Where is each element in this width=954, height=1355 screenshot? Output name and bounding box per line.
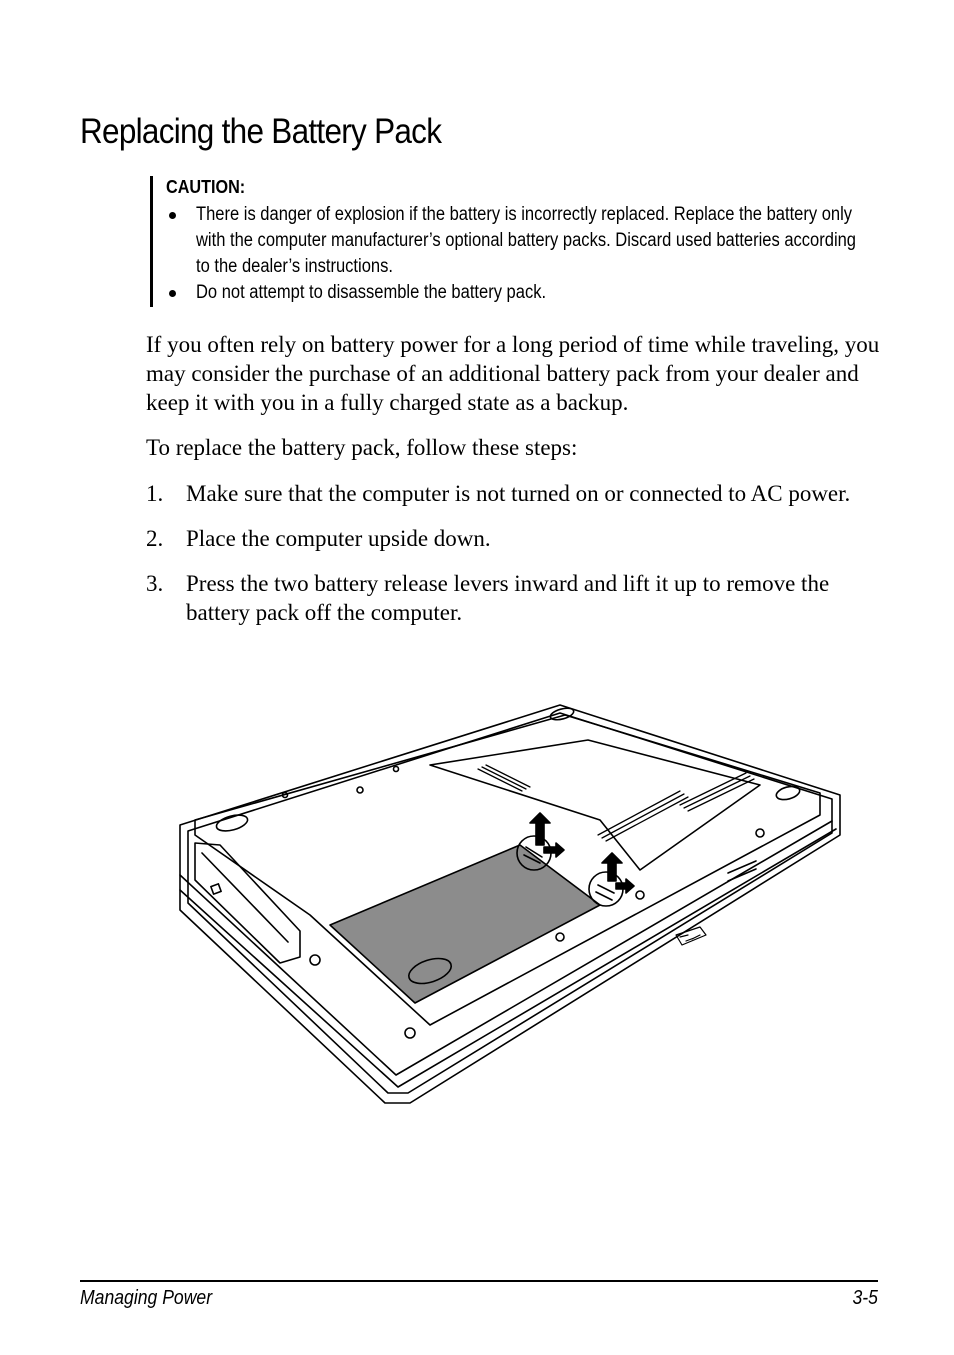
footer-divider <box>80 1280 878 1282</box>
caution-heading: CAUTION: <box>166 177 246 197</box>
step-item <box>146 524 886 553</box>
bullet-icon <box>169 212 176 219</box>
bullet-icon <box>169 290 176 297</box>
caution-box <box>150 176 890 307</box>
lift-arrow-icon <box>602 853 622 881</box>
lift-arrow-icon <box>530 813 550 845</box>
release-lever <box>589 853 634 906</box>
laptop-underside-illustration <box>160 695 860 1115</box>
intro-paragraph: If you often rely on battery power for a long period of time while traveling, you may consider the purchase of an additional battery pack from your dealer and keep it with you in a fully charged state as a backup. <box>146 332 880 415</box>
inward-arrow-icon <box>616 879 634 893</box>
rubber-foot <box>215 812 250 834</box>
steps-intro-paragraph: To replace the battery pack, follow these steps: <box>146 435 578 460</box>
step-number: 1. <box>146 481 164 506</box>
step-number: 3. <box>146 571 164 596</box>
footer-section-title: Managing Power <box>80 1287 213 1309</box>
caution-item-text: There is danger of explosion if the battery is incorrectly replaced. Replace the battery only with the computer manufacturer’s optional battery packs. Discard used batteries according to the dealer’s instructions. <box>196 204 857 277</box>
step-text: Make sure that the computer is not turned on or connected to AC power. <box>186 481 851 506</box>
step-item <box>146 569 886 627</box>
caution-item <box>166 280 890 306</box>
page-title: Replacing the Battery Pack <box>80 112 442 151</box>
speaker-grille <box>676 927 706 945</box>
footer-page-number: 3-5 <box>852 1287 878 1309</box>
caution-list <box>166 202 890 306</box>
vent-grille <box>478 765 754 841</box>
inward-arrow-icon <box>544 843 564 857</box>
drive-eject-button <box>211 884 221 894</box>
rubber-foot <box>775 784 801 802</box>
steps-list <box>146 479 886 643</box>
step-number: 2. <box>146 526 164 551</box>
step-item <box>146 479 886 508</box>
step-text: Place the computer upside down. <box>186 526 491 551</box>
caution-item-text: Do not attempt to disassemble the battery pack. <box>196 282 547 303</box>
step-text: Press the two battery release levers inward and lift it up to remove the battery pack off the computer. <box>186 571 830 625</box>
caution-item <box>166 202 890 280</box>
